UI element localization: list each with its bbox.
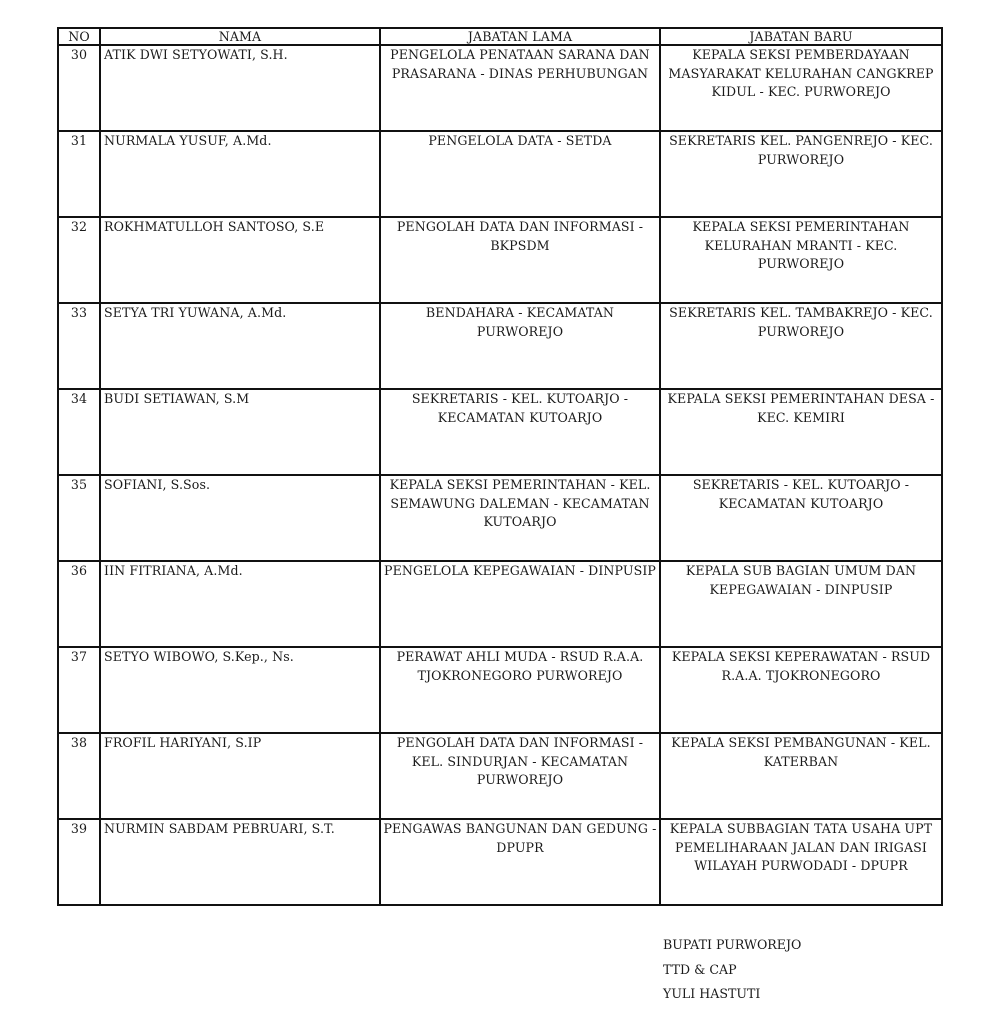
cell-nama: FROFIL HARIYANI, S.IP (100, 733, 380, 819)
cell-nama: BUDI SETIAWAN, S.M (100, 389, 380, 475)
table-row (58, 475, 942, 561)
table-row (58, 45, 942, 131)
cell-jabatan-baru: SEKRETARIS KEL. TAMBAKREJO - KEC. PURWOREJO (660, 303, 942, 389)
header-nama: NAMA (100, 28, 380, 45)
cell-jabatan-baru: KEPALA SEKSI PEMBERDAYAAN MASYARAKAT KELURAHAN CANGKREP KIDUL - KEC. PURWOREJO (660, 45, 942, 131)
signature-note: TTD & CAP (663, 961, 737, 977)
table-row (58, 819, 942, 905)
cell-nama: SOFIANI, S.Sos. (100, 475, 380, 561)
table-row (58, 561, 942, 647)
cell-no: 38 (58, 733, 100, 819)
table-row (58, 389, 942, 475)
cell-no: 31 (58, 131, 100, 217)
signature-name: YULI HASTUTI (663, 986, 761, 1001)
cell-no: 33 (58, 303, 100, 389)
cell-no: 36 (58, 561, 100, 647)
cell-nama: NURMIN SABDAM PEBRUARI, S.T. (100, 819, 380, 905)
cell-jabatan-lama: BENDAHARA - KECAMATAN PURWOREJO (380, 303, 660, 389)
cell-no: 37 (58, 647, 100, 733)
cell-jabatan-baru: KEPALA SEKSI PEMERINTAHAN DESA - KEC. KEMIRI (660, 389, 942, 475)
cell-jabatan-baru: KEPALA SUBBAGIAN TATA USAHA UPT PEMELIHARAAN JALAN DAN IRIGASI WILAYAH PURWODADI - DPUPR (660, 819, 942, 905)
cell-jabatan-baru: KEPALA SEKSI PEMBANGUNAN - KEL. KATERBAN (660, 733, 942, 819)
cell-jabatan-baru: KEPALA SUB BAGIAN UMUM DAN KEPEGAWAIAN - DINPUSIP (660, 561, 942, 647)
header-jabatan-baru: JABATAN BARU (660, 28, 942, 45)
cell-jabatan-lama: KEPALA SEKSI PEMERINTAHAN - KEL. SEMAWUNG DALEMAN - KECAMATAN KUTOARJO (380, 475, 660, 561)
cell-jabatan-lama: PENGELOLA KEPEGAWAIAN - DINPUSIP (380, 561, 660, 647)
table-row (58, 217, 942, 303)
cell-jabatan-lama: PENGOLAH DATA DAN INFORMASI - KEL. SINDURJAN - KECAMATAN PURWOREJO (380, 733, 660, 819)
cell-jabatan-baru: KEPALA SEKSI KEPERAWATAN - RSUD R.A.A. TJOKRONEGORO (660, 647, 942, 733)
header-no: NO (58, 28, 100, 45)
cell-nama: SETYA TRI YUWANA, A.Md. (100, 303, 380, 389)
signature-title: BUPATI PURWOREJO (663, 937, 802, 952)
cell-no: 30 (58, 45, 100, 131)
cell-nama: ROKHMATULLOH SANTOSO, S.E (100, 217, 380, 303)
cell-no: 35 (58, 475, 100, 561)
table-row (58, 303, 942, 389)
table-row (58, 733, 942, 819)
cell-nama: ATIK DWI SETYOWATI, S.H. (100, 45, 380, 131)
table-row (58, 647, 942, 733)
cell-jabatan-lama: PENGOLAH DATA DAN INFORMASI - BKPSDM (380, 217, 660, 303)
cell-no: 34 (58, 389, 100, 475)
header-jabatan-lama: JABATAN LAMA (380, 28, 660, 45)
cell-nama: NURMALA YUSUF, A.Md. (100, 131, 380, 217)
signature-block (663, 933, 801, 1007)
cell-jabatan-lama: PERAWAT AHLI MUDA - RSUD R.A.A. TJOKRONEGORO PURWOREJO (380, 647, 660, 733)
cell-jabatan-lama: PENGAWAS BANGUNAN DAN GEDUNG - DPUPR (380, 819, 660, 905)
cell-nama: IIN FITRIANA, A.Md. (100, 561, 380, 647)
table-body (58, 45, 942, 905)
cell-nama: SETYO WIBOWO, S.Kep., Ns. (100, 647, 380, 733)
cell-jabatan-lama: PENGELOLA DATA - SETDA (380, 131, 660, 217)
table-row (58, 131, 942, 217)
mutation-table (57, 27, 943, 906)
cell-jabatan-baru: SEKRETARIS - KEL. KUTOARJO - KECAMATAN KUTOARJO (660, 475, 942, 561)
cell-no: 39 (58, 819, 100, 905)
cell-jabatan-lama: PENGELOLA PENATAAN SARANA DAN PRASARANA - DINAS PERHUBUNGAN (380, 45, 660, 131)
table-header-row (58, 28, 942, 45)
cell-jabatan-lama: SEKRETARIS - KEL. KUTOARJO - KECAMATAN KUTOARJO (380, 389, 660, 475)
cell-no: 32 (58, 217, 100, 303)
cell-jabatan-baru: SEKRETARIS KEL. PANGENREJO - KEC. PURWOREJO (660, 131, 942, 217)
cell-jabatan-baru: KEPALA SEKSI PEMERINTAHAN KELURAHAN MRANTI - KEC. PURWOREJO (660, 217, 942, 303)
